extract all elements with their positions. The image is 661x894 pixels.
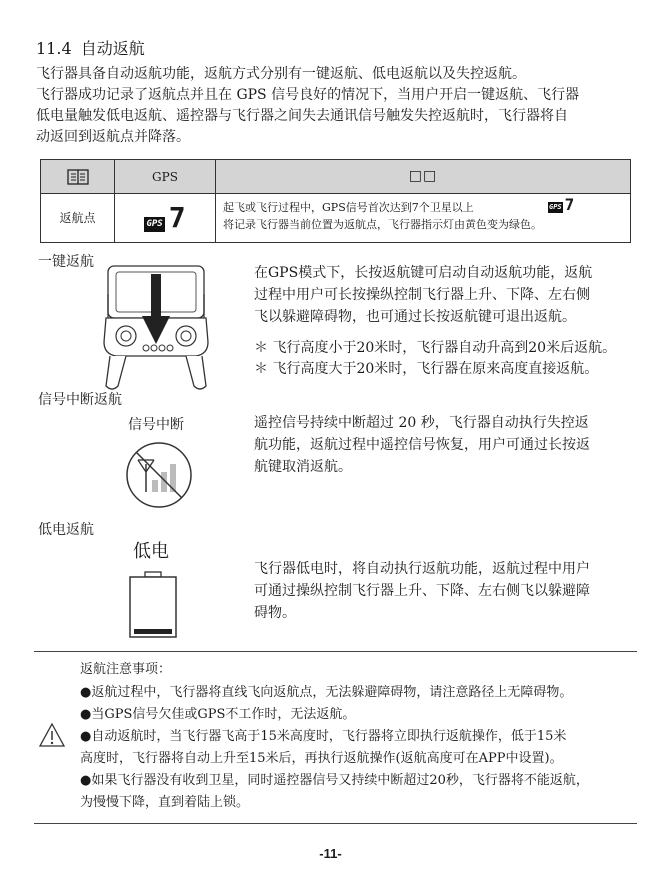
battery-low-icon [127, 571, 179, 639]
note-line: ＊ 飞行高度大于20米时，飞行器在原来高度直接返航。 [254, 361, 599, 377]
desc-line: 起飞或飞行过程中，GPS信号首次达到7个卫星以上 [223, 201, 474, 214]
row-label: 返航点 [59, 211, 96, 225]
caution-item: ●如果飞行器没有收到卫星，同时遥控器信号又持续中断超过20秒，飞行器将不能返航， [80, 773, 589, 788]
caution-item: ●返航过程中，飞行器将直线飞向返航点，无法躲避障碍物，请注意路径上无障碍物。 [80, 685, 573, 700]
mini-lcd-digit: 7 [564, 195, 575, 214]
intro-line: 动返回到返航点并降落。 [36, 129, 190, 145]
signal-lost-icon [124, 440, 194, 510]
intro-line: 飞行器具备自动返航功能，返航方式分别有一键返航、低电返航以及失控返航。 [36, 66, 526, 82]
mini-gps-lcd [548, 197, 574, 213]
lcd-satellite-digit: 7 [168, 201, 186, 234]
desc-line: 可通过操纵控制飞行器上升、下降、左右侧飞以躲避障 [254, 583, 590, 599]
desc-line: 碍物。 [254, 605, 296, 621]
section-number: 11.4 [36, 39, 72, 58]
page-number: -11- [319, 846, 342, 861]
desc-line: 航功能，返航过程中遥控信号恢复，用户可通过长按返 [254, 437, 590, 453]
signal-loss-description [254, 412, 644, 478]
caution-item: ●当GPS信号欠佳或GPS不工作时，无法返航。 [80, 707, 356, 722]
signal-loss-title: 信号中断返航 [38, 392, 122, 408]
return-point-table [40, 159, 631, 243]
desc-line: 过程中用户可长按操纵控制飞行器上升、下降、左右侧 [254, 287, 590, 303]
mini-lcd-label: GPS [549, 203, 562, 211]
section-heading [36, 38, 145, 60]
caution-item: 为慢慢下降，直到着陆上锁。 [80, 795, 250, 810]
caution-item: 高度时，飞行器将自动上升至15米后，再执行返航操作(返航高度可在APP中设置)。 [80, 751, 563, 766]
low-battery-icon-label: 低电 [133, 541, 169, 562]
intro-line: 低电量触发低电返航、遥控器与飞行器之间失去通讯信号触发失控返航时，飞行器将自 [36, 108, 568, 124]
lcd-gps-label: GPS [144, 217, 164, 232]
desc-line: 飞以躲避障碍物，也可通过长按返航键可退出返航。 [254, 309, 576, 325]
desc-line: 将记录飞行器当前位置为返航点，飞行器指示灯由黄色变为绿色。 [223, 218, 542, 231]
caution-item: ●自动返航时，当飞行器飞高于15米高度时，飞行器将立即执行返航操作，低于15米 [80, 729, 567, 744]
intro-line: 飞行器成功记录了返航点并且在 GPS 信号良好的情况下，当用户开启一键返航、飞行器 [36, 87, 580, 103]
low-battery-description [254, 558, 644, 624]
caution-top-divider [34, 651, 637, 652]
desc-line: 飞行器低电时，将自动执行返航功能，返航过程中用户 [254, 561, 590, 577]
caution-bottom-divider [34, 823, 637, 824]
note-line: ＊ 飞行高度小于20米时，飞行器自动升高到20米后返航。 [254, 340, 617, 356]
one-key-description [254, 262, 644, 328]
header-gps: GPS [152, 169, 178, 184]
desc-line: 遥控信号持续中断超过 20 秒，飞行器自动执行失控返 [254, 415, 589, 431]
row-description [223, 195, 628, 233]
header-third: □□ [408, 168, 438, 184]
desc-line: 航键取消返航。 [254, 459, 352, 475]
gps-lcd-display [115, 194, 215, 242]
one-key-title: 一键返航 [38, 254, 94, 270]
book-icon [41, 160, 114, 193]
signal-loss-icon-label: 信号中断 [128, 417, 184, 433]
section-title: 自动返航 [80, 39, 145, 58]
desc-line: 在GPS模式下，长按返航键可启动自动返航功能，返航 [254, 265, 593, 281]
caution-notes [80, 659, 636, 814]
intro-paragraph [36, 64, 636, 148]
warning-icon [38, 722, 66, 748]
caution-title: 返航注意事项： [80, 662, 172, 677]
remote-controller-illustration [100, 264, 212, 396]
low-battery-title: 低电返航 [38, 522, 94, 538]
one-key-notes [254, 338, 654, 380]
